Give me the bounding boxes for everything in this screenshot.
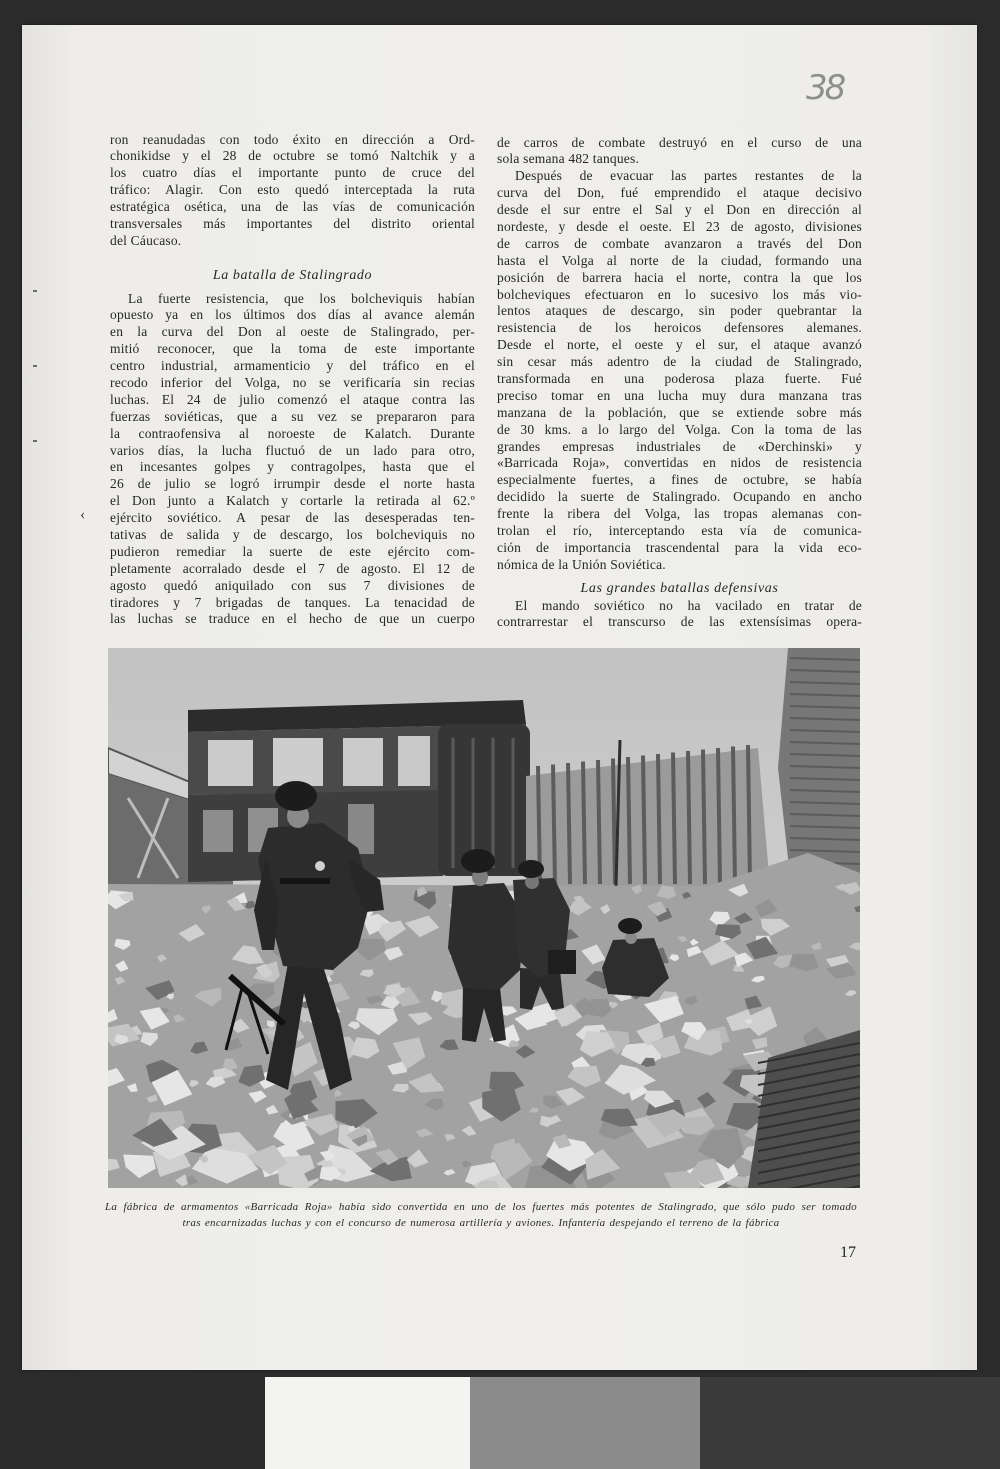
text-line: nordeste, y desde el oeste. El 23 de agosto, divisiones xyxy=(497,218,862,234)
handwritten-page-number: 38 xyxy=(806,68,844,108)
text-line: chonikidse y el 28 de octubre se tomó Naltchik y a xyxy=(110,148,475,164)
hall-column xyxy=(568,763,570,884)
soldier-helmet xyxy=(461,849,495,873)
text-line: varios días, la lucha fluctuó de un lado para otro, xyxy=(110,442,475,458)
text-line: especialmente fuertes, a fines de octubre, se había xyxy=(497,472,862,488)
calibration-dark-patch xyxy=(700,1377,1000,1469)
factory-window xyxy=(273,738,323,786)
text-line: bolcheviques efectuaron en lo sucesivo los más vio- xyxy=(497,286,862,302)
hall-column xyxy=(703,750,705,885)
text-line: estratégica osética, una de las vías de comunicación xyxy=(110,199,475,215)
text-line: de 30 kms. a lo largo del Volga. Con la toma de las xyxy=(497,421,862,437)
factory-window xyxy=(343,738,383,786)
text-line: tiradores y 7 brigadas de tanques. La tenacidad de xyxy=(110,594,475,610)
text-line: desde el sur entre el Sal y el Don en dirección al xyxy=(497,202,862,218)
soldier-belt xyxy=(280,878,330,884)
text-line: pletamente acorralado desde el 7 de agosto. El 12 de xyxy=(110,560,475,576)
ammo-box xyxy=(548,950,576,974)
factory-window xyxy=(398,736,430,786)
photo-caption xyxy=(105,1199,857,1231)
text-line: lentos ataques de descargo, sin poder quebrantar la xyxy=(497,303,862,319)
text-line: sin cesar más adentro de la ciudad de Stalingrado, xyxy=(497,354,862,370)
hall-column xyxy=(583,762,585,885)
hall-column xyxy=(673,753,675,885)
text-line: ron reanudadas con todo éxito en dirección a Ord- xyxy=(110,131,475,147)
calibration-white-patch xyxy=(265,1377,470,1469)
text-line: Después de evacuar las partes restantes de la xyxy=(515,168,862,184)
text-line: preciso tomar en una lucha muy dura manzana tras xyxy=(497,387,862,403)
caption-line: tras encarnizadas luchas y con el concurso de numerosa artillería y aviones. Infantería despejando el terreno de la fábrica xyxy=(182,1217,780,1229)
hall-columns xyxy=(538,745,750,884)
text-line: transversales más importantes del distrito oriental xyxy=(110,215,475,231)
text-line: frente la ribera del Volga, las tropas alemanas con- xyxy=(497,506,862,522)
text-line: sola semana 482 tanques. xyxy=(497,151,640,167)
soldier-helmet xyxy=(275,781,317,811)
text-line: La fuerte resistencia, que los bolcheviquis habían xyxy=(128,290,475,306)
text-line: resistencia de los heroicos defensores alemanes. xyxy=(497,320,862,336)
text-line: «Barricada Roja», convertidas en nidos de resistencia xyxy=(497,455,862,471)
text-line: transformada en una poderosa plaza fuerte. Fué xyxy=(497,370,862,386)
text-line: agosto quedó aniquilado con sus 7 divisiones de xyxy=(110,577,475,593)
text-line: ejército soviético. A pesar de las desesperadas ten- xyxy=(110,510,475,526)
margin-mark xyxy=(33,365,37,367)
soldier-helmet xyxy=(518,860,544,878)
factory-window xyxy=(208,740,253,786)
text-line: El mando soviético no ha vacilado en tratar de xyxy=(515,597,862,613)
right-defensive-paragraph xyxy=(497,598,862,632)
text-line: los cuatro días el importante punto de cruce del xyxy=(110,165,475,181)
margin-arrow-icon: ‹ xyxy=(80,506,86,523)
page-number: 17 xyxy=(840,1244,856,1261)
text-line: nómica de la Unión Soviética. xyxy=(497,556,666,572)
text-line: el Don junto a Kalatch y cortarle la retirada al 62.º xyxy=(110,493,475,509)
text-line: pudieron remediar la suerte de este ejército com- xyxy=(110,543,475,559)
right-main-paragraph xyxy=(497,168,862,573)
section-heading-stalingrad: La batalla de Stalingrado xyxy=(212,267,373,283)
hall-column xyxy=(718,748,720,884)
text-line: del Cáucaso. xyxy=(110,232,182,248)
section-heading-defensive-battles: Las grandes batallas defensivas xyxy=(580,580,779,596)
text-line: Desde el norte, el oeste y el sur, el ataque avanzó xyxy=(497,337,862,353)
hall-column xyxy=(553,765,555,885)
text-line: recodo inferior del Volga, no se verificaría sin recias xyxy=(110,374,475,390)
calibration-gray-patch xyxy=(470,1377,700,1469)
factory-opening xyxy=(203,810,233,852)
text-line: fuerzas soviéticas, que a su vez se prepararon para xyxy=(110,408,475,424)
hall-column xyxy=(613,759,615,885)
text-line: decidido la suerte de Stalingrado. Ocupando en ancho xyxy=(497,489,862,505)
left-continuation-paragraph xyxy=(110,132,475,250)
text-line: mitió reconocer, que la toma de este importante xyxy=(110,341,475,357)
soldier-insignia xyxy=(315,861,325,871)
text-line: en la curva del Don al oeste de Stalingrado, per- xyxy=(110,324,475,340)
text-line: de carros de combate destruyó en el curso de una xyxy=(497,134,862,150)
margin-mark xyxy=(33,440,37,442)
photo-illustration xyxy=(108,648,860,1188)
left-stalingrad-paragraph xyxy=(110,291,475,629)
text-line: contrarrestar el transcurso de las extensísimas opera- xyxy=(497,614,862,630)
photo xyxy=(108,648,860,1188)
text-line: en incesantes golpes y contragolpes, hasta que el xyxy=(110,459,475,475)
text-line: 26 de julio se logró irrumpir desde el norte hasta xyxy=(110,476,475,492)
hall-column xyxy=(733,747,735,885)
hall-column xyxy=(628,757,630,884)
text-line: de carros de combate avanzaron a través del Don xyxy=(497,235,862,251)
hall-column xyxy=(643,756,645,885)
text-line: grandes empresas industriales de «Derchinski» y xyxy=(497,438,862,454)
text-line: las luchas se traduce en el hecho de que un cuerpo xyxy=(110,611,475,627)
caption-line: La fábrica de armamentos «Barricada Roja» había sido convertida en uno de los fuertes más potentes de Stalingrado, que sólo pudo ser tomado xyxy=(105,1201,857,1213)
text-line: tativas de salida y de descargo, los bolcheviquis no xyxy=(110,526,475,542)
hall-column xyxy=(598,760,600,884)
text-line: manzana de la población, que se extiende sobre más xyxy=(497,404,862,420)
text-line: posición de barrera hacia el norte, contra la que los xyxy=(497,269,862,285)
text-line: luchas. El 24 de julio comenzó el ataque contra las xyxy=(110,391,475,407)
hall-column xyxy=(748,745,750,884)
text-line: trolan el río, interceptando esta vía de comunica- xyxy=(497,523,862,538)
text-line: tráfico: Alagir. Con esto quedó interceptada la ruta xyxy=(110,182,475,198)
text-line: opuesto ya en los últimos dos días al avance alemán xyxy=(110,307,475,323)
text-line: centro industrial, armamenticio y del tráfico en el xyxy=(110,358,475,374)
soldier-helmet xyxy=(618,918,642,934)
hall-column xyxy=(658,754,660,884)
text-line: hasta el Volga al norte de la ciudad, formando una xyxy=(497,252,862,268)
text-line: curva del Don, fué emprendido el ataque decisivo xyxy=(497,185,862,201)
right-continuation-paragraph xyxy=(497,135,862,169)
hall-column xyxy=(688,751,690,884)
margin-mark xyxy=(33,290,37,292)
text-line: ción de importancia trascendental para la vida eco- xyxy=(497,539,862,555)
soldier-torso xyxy=(448,883,524,990)
text-line: la contraofensiva al noroeste de Kalatch. Durante xyxy=(110,425,475,441)
